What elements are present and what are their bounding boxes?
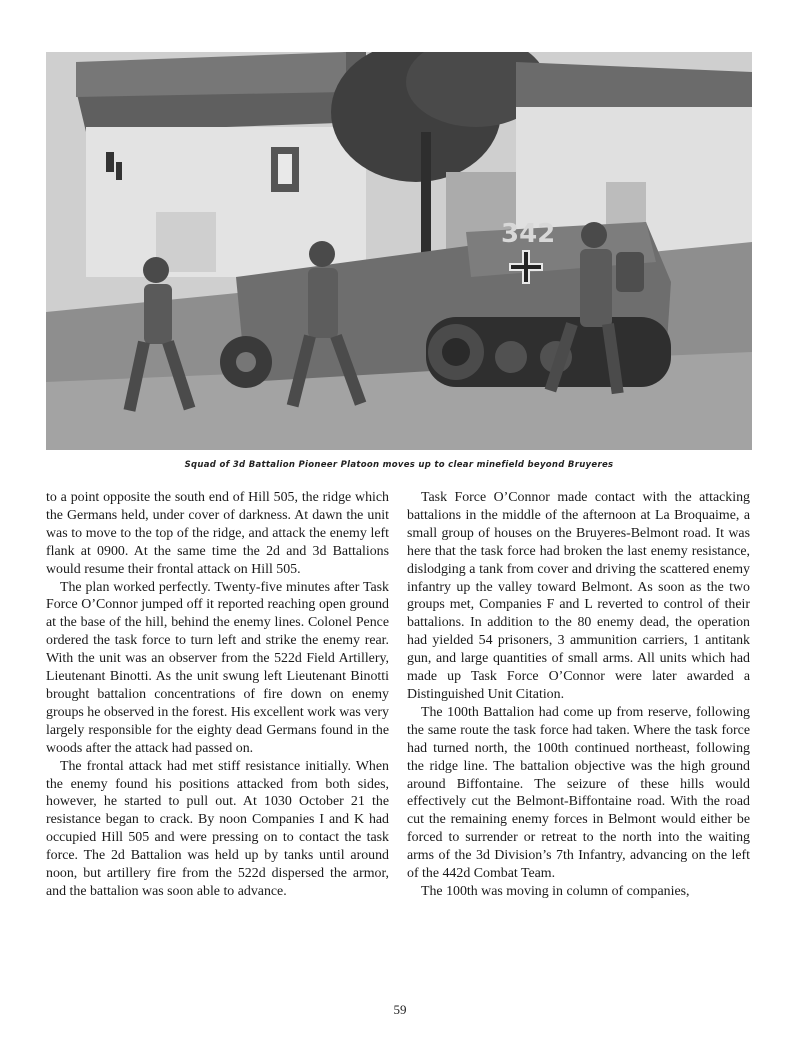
left-text-column [46, 489, 389, 901]
paragraph: Task Force O’Connor made contact with the attacking battalions in the middle of the afternoon at La Broquaime, a small group of houses on the Bruyeres-Belmont road. It was here that the task force had broken the last enemy resistance, dislodging a tank from cover and driving the scattered enemy infantry up the valley toward Belmont. As soon as the two groups met, Companies F and L reverted to control of their battalions. In addition to the 80 enemy dead, the operation had yielded 54 prisoners, 3 ammunition carriers, 1 antitank gun, and large quantities of small arms. All units which had made up Task Force O’Connor were later awarded a Distinguished Unit Citation. [407, 490, 750, 702]
paragraph: to a point opposite the south end of Hill 505, the ridge which the Germans held, under cover of darkness. At dawn the unit was to move to the top of the ridge, and attack the enemy left flank at 0900. At the same time the 2d and 3d Battalions would resume their frontal attack on Hill 505. [46, 490, 389, 577]
paragraph: The frontal attack had met stiff resistance initially. When the enemy found his positions attacked from both sides, however, he started to pull out. At 1030 October 21 the resistance began to crack. By noon Companies I and K had occupied Hill 505 and were pressing on to contact the task force. The 2d Battalion was held up by tanks until around noon, but artillery fire from the 522d dispersed the armor, and the battalion was soon able to advance. [46, 758, 389, 899]
photo-caption: Squad of 3d Battalion Pioneer Platoon moves up to clear minefield beyond Bruyeres [184, 460, 614, 470]
halftrack-soldiers-image [46, 52, 752, 450]
war-photograph [46, 52, 752, 450]
vehicle-number: 342 [501, 219, 556, 249]
right-text-column [407, 489, 750, 901]
paragraph: The plan worked perfectly. Twenty-five minutes after Task Force O’Connor jumped off it reported reaching open ground at the base of the hill, behind the enemy lines. Colonel Pence ordered the task force to turn left and strike the enemy rear. With the unit was an observer from the 522d Field Artillery, Lieutenant Binotti. As the unit swung left Lieutenant Binotti brought battalion concentrations of fire down on enemy groups he observed in the forest. His excellent work was very largely responsible for the eighty dead Germans found in the woods after the attack had passed on. [46, 579, 389, 756]
page-number: 59 [393, 1002, 407, 1017]
paragraph: The 100th Battalion had come up from reserve, following the same route the task force had taken. Where the task force had turned north, the 100th continued northeast, following the ridge line. The battalion objective was the high ground around Biffontaine. The seizure of these hills would effectively cut the Belmont-Biffontaine road. With the road cut the remaining enemy forces in Belmont would either be forced to surrender or retreat to the north into the waiting arms of the 3d Division’s 7th Infantry, advancing on the left of the 442d Combat Team. [407, 704, 750, 882]
paragraph: The 100th was moving in column of companies, [421, 883, 690, 899]
